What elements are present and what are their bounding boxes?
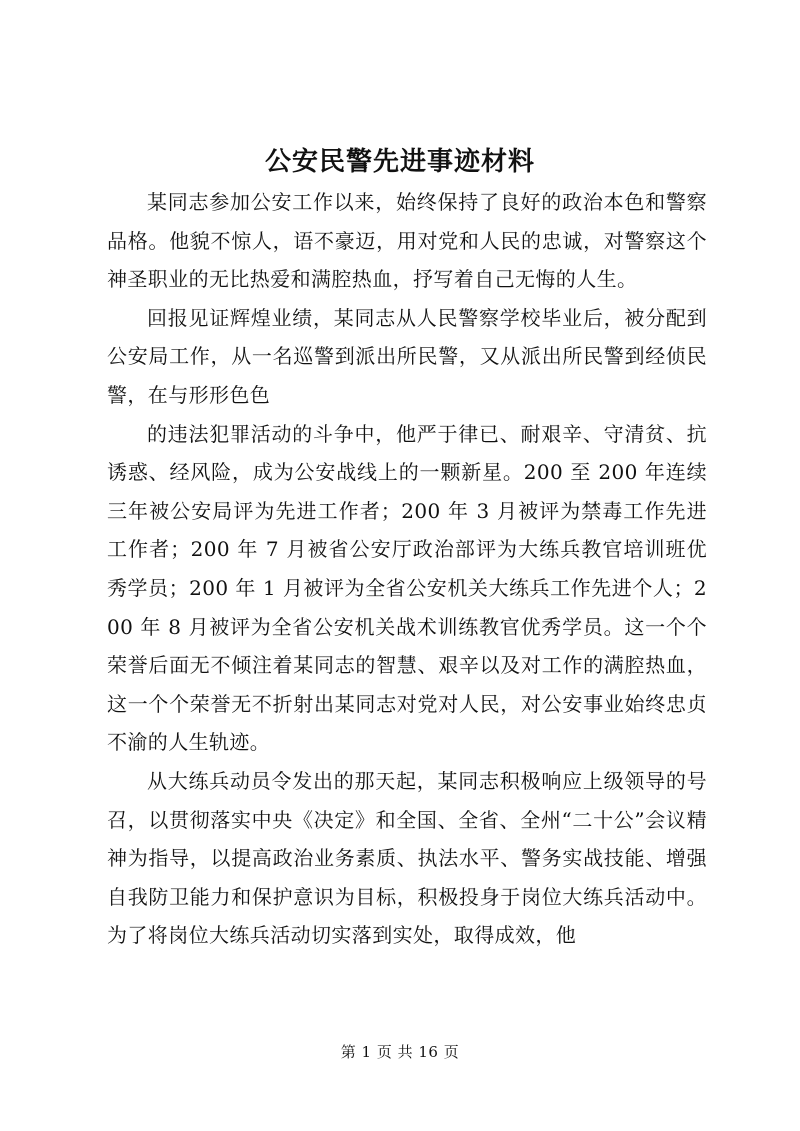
paragraph: 某同志参加公安工作以来，始终保持了良好的政治本色和警察品格。他貌不惊人，语不豪迈，用对党和人民的忠诚，对警察这个神圣职业的无比热爱和满腔热血，抒写着自己无悔的人生。 xyxy=(107,190,707,292)
paragraph: 从大练兵动员令发出的那天起，某同志积极响应上级领导的号召，以贯彻落实中央《决定》和全国、全省、全州“二十公”会议精神为指导，以提高政治业务素质、执法水平、警务实战技能、增强自我防卫能力和保护意识为目标，积极投身于岗位大练兵活动中。为了将岗位大练兵活动切实落到实处，取得成效，他 xyxy=(107,768,707,948)
paragraph: 回报见证辉煌业绩，某同志从人民警察学校毕业后，被分配到公安局工作，从一名巡警到派出所民警，又从派出所民警到经侦民警，在与形形色色 xyxy=(107,305,707,407)
page-number: 第 1 页 共 16 页 xyxy=(340,1043,460,1061)
paragraph: 的违法犯罪活动的斗争中，他严于律已、耐艰辛、守清贫、抗诱惑、经风险，成为公安战线上的一颗新星。200 至 200 年连续三年被公安局评为先进工作者；200 年 3 月被评为禁毒工作先进工作者；200 年 7 月被省公安厅政治部评为大练兵教官培训班优秀学员；200 年 1 月被评为全省公安机关大练兵工作先进个人；200 年 8 月被评为全省公安机关战术训练教官优秀学员。这一个个荣誉后面无不倾注着某同志的智慧、艰辛以及对工作的满腔热血，这一个个荣誉无不折射出某同志对党对人民，对公安事业始终忠贞不渝的人生轨迹。 xyxy=(107,421,707,755)
document-body xyxy=(107,183,707,955)
page-title: 公安民警先进事迹材料 xyxy=(264,147,535,177)
